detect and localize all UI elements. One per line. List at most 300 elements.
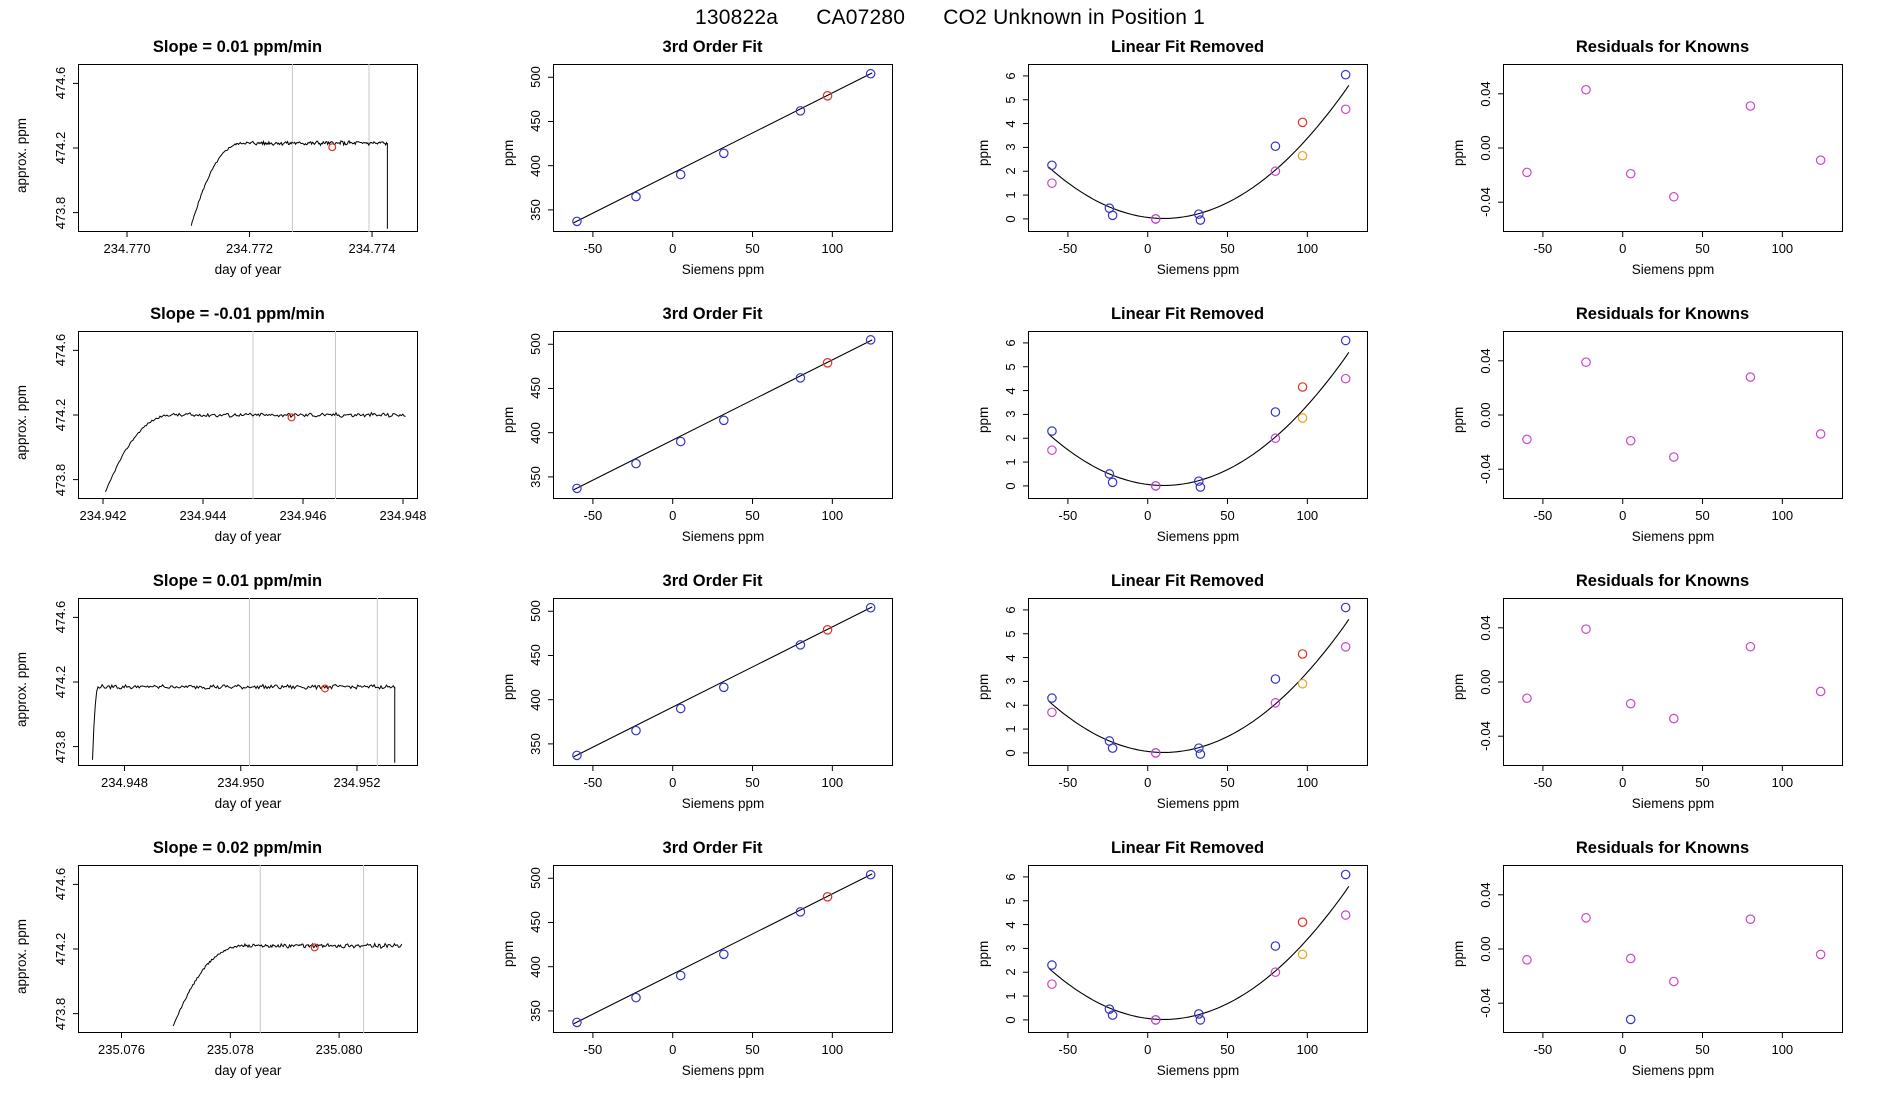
- x-axis-label: Siemens ppm: [1156, 529, 1240, 544]
- x-tick-label: 0: [1619, 508, 1627, 523]
- data-point: [1151, 482, 1159, 490]
- x-tick-label: 235.076: [98, 1042, 146, 1057]
- y-tick-label: 500: [528, 333, 543, 356]
- data-point: [676, 704, 684, 712]
- x-tick-label: -50: [1058, 1042, 1078, 1057]
- x-tick-label: -50: [1533, 241, 1553, 256]
- x-tick-label: 0: [1144, 1042, 1152, 1057]
- signal-trace: [106, 413, 406, 492]
- panel-title: Slope = -0.01 ppm/min: [150, 305, 325, 323]
- y-tick-label: 5: [1003, 897, 1018, 905]
- data-point: [1298, 650, 1306, 658]
- x-tick-label: -50: [583, 241, 603, 256]
- y-tick-label: 350: [528, 1000, 543, 1022]
- y-tick-label: 474.6: [53, 601, 68, 634]
- data-point: [1341, 336, 1349, 344]
- y-tick-label: 6: [1003, 606, 1018, 614]
- panel-r4c2: [475, 831, 950, 1098]
- y-tick-label: -0.04: [1478, 721, 1493, 752]
- panel-title: Slope = 0.02 ppm/min: [152, 839, 323, 857]
- y-tick-label: 6: [1003, 72, 1018, 80]
- y-tick-label: 450: [528, 644, 543, 667]
- data-point: [1196, 750, 1204, 758]
- y-tick-label: 2: [1003, 701, 1018, 709]
- y-tick-label: 473.8: [53, 196, 68, 229]
- y-tick-label: 473.8: [53, 730, 68, 763]
- data-point: [1582, 625, 1590, 633]
- y-tick-label: 450: [528, 110, 543, 133]
- y-tick-label: 0.04: [1478, 348, 1493, 374]
- data-point: [1298, 918, 1306, 926]
- data-point: [1582, 914, 1590, 922]
- x-tick-label: 100: [821, 241, 844, 256]
- panel-r3c4: [1425, 564, 1900, 831]
- plot-canvas: [475, 30, 950, 297]
- x-tick-label: 235.080: [315, 1042, 363, 1057]
- data-point: [1048, 708, 1056, 716]
- y-axis-label: ppm: [1451, 673, 1466, 700]
- fit-line: [574, 874, 872, 1024]
- data-point: [1341, 603, 1349, 611]
- panel-title: Residuals for Knowns: [1575, 305, 1750, 323]
- x-tick-label: -50: [1533, 775, 1553, 790]
- data-point: [676, 170, 684, 178]
- x-tick-label: 234.948: [100, 775, 148, 790]
- data-point: [1523, 435, 1531, 443]
- y-tick-label: 5: [1003, 96, 1018, 104]
- y-tick-label: 3: [1003, 677, 1018, 686]
- x-tick-label: 50: [1695, 775, 1710, 790]
- data-point: [1670, 977, 1678, 985]
- y-tick-label: 0: [1003, 482, 1018, 490]
- data-point: [1523, 694, 1531, 702]
- data-point: [1582, 86, 1590, 94]
- y-tick-label: 474.6: [53, 334, 68, 367]
- title-date-code: 130822a: [694, 6, 779, 29]
- y-tick-label: 0.00: [1478, 402, 1493, 428]
- panel-title: Linear Fit Removed: [1110, 305, 1265, 323]
- data-point: [1108, 744, 1116, 752]
- plot-canvas: [475, 297, 950, 564]
- panel-row: [0, 297, 1900, 564]
- data-point: [1341, 105, 1349, 113]
- data-point: [720, 950, 728, 958]
- x-tick-label: 234.950: [217, 775, 265, 790]
- x-tick-label: 100: [1296, 775, 1319, 790]
- x-tick-label: 234.942: [79, 508, 127, 523]
- y-axis-label: ppm: [1451, 406, 1466, 433]
- y-tick-label: 6: [1003, 873, 1018, 881]
- x-tick-label: 50: [1220, 508, 1235, 523]
- y-tick-label: 0: [1003, 749, 1018, 757]
- y-axis-label: ppm: [501, 673, 516, 700]
- data-point: [1048, 179, 1056, 187]
- x-tick-label: 0: [669, 1042, 677, 1057]
- plot-canvas: [950, 564, 1425, 831]
- y-tick-label: 5: [1003, 363, 1018, 371]
- y-axis-label: approx. ppm: [14, 384, 29, 460]
- x-tick-label: 50: [1220, 1042, 1235, 1057]
- plot-canvas: [0, 564, 475, 831]
- x-tick-label: 50: [745, 1042, 760, 1057]
- x-tick-label: 235.078: [206, 1042, 254, 1057]
- y-axis-label: ppm: [501, 406, 516, 433]
- data-point: [1271, 167, 1279, 175]
- data-point: [632, 726, 640, 734]
- panel-r1c1: [0, 30, 475, 297]
- panel-r3c1: [0, 564, 475, 831]
- x-axis-label: Siemens ppm: [681, 529, 765, 544]
- x-tick-label: 100: [1296, 508, 1319, 523]
- panel-r3c2: [475, 564, 950, 831]
- x-tick-label: -50: [1058, 241, 1078, 256]
- data-point: [632, 192, 640, 200]
- x-tick-label: 100: [821, 1042, 844, 1057]
- x-tick-label: 234.774: [348, 241, 396, 256]
- x-tick-label: 50: [1220, 775, 1235, 790]
- y-tick-label: 474.2: [53, 932, 68, 966]
- x-tick-label: 50: [745, 775, 760, 790]
- y-axis-label: approx. ppm: [14, 918, 29, 994]
- y-tick-label: -0.04: [1478, 187, 1493, 218]
- data-point: [632, 459, 640, 467]
- panel-r4c4: [1425, 831, 1900, 1098]
- plot-canvas: [1425, 30, 1900, 297]
- data-point: [1746, 102, 1754, 110]
- y-tick-label: 500: [528, 600, 543, 623]
- x-tick-label: 100: [1771, 508, 1794, 523]
- plot-canvas: [0, 30, 475, 297]
- fit-curve: [1049, 886, 1349, 1019]
- data-point: [1048, 961, 1056, 969]
- y-tick-label: 473.8: [53, 463, 68, 496]
- data-point: [1048, 446, 1056, 454]
- y-tick-label: 2: [1003, 968, 1018, 976]
- plot-canvas: [475, 831, 950, 1098]
- y-tick-label: 400: [528, 421, 543, 444]
- y-axis-label: ppm: [501, 139, 516, 166]
- data-point: [1271, 942, 1279, 950]
- plot-canvas: [1425, 564, 1900, 831]
- x-tick-label: -50: [1533, 1042, 1553, 1057]
- title-description: CO2 Unknown in Position 1: [943, 6, 1206, 29]
- data-point: [1271, 434, 1279, 442]
- x-axis-label: day of year: [214, 1063, 282, 1078]
- data-point: [1048, 980, 1056, 988]
- y-tick-label: 400: [528, 955, 543, 978]
- data-point: [1626, 699, 1634, 707]
- x-tick-label: 234.952: [333, 775, 381, 790]
- x-tick-label: -50: [1058, 775, 1078, 790]
- y-axis-label: ppm: [976, 673, 991, 700]
- plot-canvas: [0, 831, 475, 1098]
- data-point: [1298, 152, 1306, 160]
- panel-r1c3: [950, 30, 1425, 297]
- x-tick-label: -50: [583, 1042, 603, 1057]
- panel-r4c3: [950, 831, 1425, 1098]
- y-tick-label: 1: [1003, 992, 1018, 1000]
- panel-grid: [0, 30, 1900, 1100]
- data-point: [1341, 911, 1349, 919]
- fit-curve: [1049, 619, 1349, 752]
- plot-canvas: [950, 831, 1425, 1098]
- x-tick-label: 100: [1771, 775, 1794, 790]
- data-point: [1196, 483, 1204, 491]
- data-point: [1816, 687, 1824, 695]
- x-axis-label: Siemens ppm: [681, 1063, 765, 1078]
- panel-title: 3rd Order Fit: [662, 38, 763, 56]
- data-point: [1108, 478, 1116, 486]
- x-axis-label: Siemens ppm: [1631, 1063, 1715, 1078]
- data-point: [1341, 643, 1349, 651]
- x-tick-label: 234.946: [279, 508, 327, 523]
- y-tick-label: 0.00: [1478, 669, 1493, 695]
- data-point: [1048, 427, 1056, 435]
- data-point: [1670, 193, 1678, 201]
- x-axis-label: day of year: [214, 796, 282, 811]
- data-point: [632, 993, 640, 1001]
- data-point: [1271, 408, 1279, 416]
- data-point: [1341, 870, 1349, 878]
- x-tick-label: 0: [1619, 775, 1627, 790]
- x-tick-label: 234.770: [103, 241, 151, 256]
- signal-trace: [173, 944, 402, 1026]
- x-tick-label: 0: [1619, 1042, 1627, 1057]
- panel-title: Residuals for Knowns: [1575, 572, 1750, 590]
- data-point: [1298, 383, 1306, 391]
- selected-point-marker: [329, 144, 336, 151]
- data-point: [1746, 373, 1754, 381]
- x-tick-label: 0: [1144, 775, 1152, 790]
- data-point: [1298, 414, 1306, 422]
- y-axis-label: ppm: [1451, 940, 1466, 967]
- figure-title: [0, 6, 1900, 30]
- data-point: [1523, 168, 1531, 176]
- x-tick-label: 0: [1144, 508, 1152, 523]
- data-point: [1746, 643, 1754, 651]
- y-tick-label: 474.2: [53, 665, 68, 699]
- x-tick-label: 234.772: [226, 241, 274, 256]
- data-point: [1048, 694, 1056, 702]
- y-tick-label: 500: [528, 867, 543, 890]
- x-tick-label: 234.948: [379, 508, 427, 523]
- y-tick-label: 450: [528, 911, 543, 934]
- data-point: [1582, 358, 1590, 366]
- y-tick-label: 4: [1003, 386, 1018, 395]
- y-tick-label: 473.8: [53, 997, 68, 1030]
- fit-line: [574, 340, 872, 490]
- data-point: [1271, 675, 1279, 683]
- x-tick-label: 50: [1220, 241, 1235, 256]
- x-axis-label: Siemens ppm: [1156, 1063, 1240, 1078]
- x-tick-label: 100: [1771, 241, 1794, 256]
- data-point: [1816, 950, 1824, 958]
- y-tick-label: 2: [1003, 434, 1018, 442]
- data-point: [1816, 156, 1824, 164]
- x-axis-label: Siemens ppm: [1631, 262, 1715, 277]
- panel-r3c3: [950, 564, 1425, 831]
- data-point: [1271, 968, 1279, 976]
- panel-title: Linear Fit Removed: [1110, 839, 1265, 857]
- data-point: [1816, 430, 1824, 438]
- data-point: [1670, 453, 1678, 461]
- fit-curve: [1049, 352, 1349, 485]
- y-tick-label: 474.2: [53, 131, 68, 165]
- plot-canvas: [475, 564, 950, 831]
- panel-title: 3rd Order Fit: [662, 572, 763, 590]
- panel-r2c1: [0, 297, 475, 564]
- plot-canvas: [1425, 297, 1900, 564]
- y-tick-label: 500: [528, 66, 543, 89]
- x-axis-label: Siemens ppm: [1156, 262, 1240, 277]
- y-tick-label: 3: [1003, 143, 1018, 152]
- y-tick-label: 1: [1003, 458, 1018, 466]
- x-tick-label: -50: [583, 775, 603, 790]
- y-tick-label: 400: [528, 154, 543, 177]
- panel-title: 3rd Order Fit: [662, 305, 763, 323]
- y-tick-label: 0.00: [1478, 936, 1493, 962]
- panel-r2c4: [1425, 297, 1900, 564]
- plot-canvas: [0, 297, 475, 564]
- data-point: [676, 971, 684, 979]
- x-tick-label: -50: [583, 508, 603, 523]
- y-tick-label: 474.6: [53, 67, 68, 100]
- x-tick-label: 100: [821, 508, 844, 523]
- y-tick-label: 5: [1003, 630, 1018, 638]
- data-point: [1151, 749, 1159, 757]
- y-tick-label: 474.2: [53, 398, 68, 432]
- y-tick-label: 0.04: [1478, 882, 1493, 908]
- y-tick-label: 4: [1003, 653, 1018, 662]
- x-tick-label: -50: [1058, 508, 1078, 523]
- data-point: [1151, 215, 1159, 223]
- data-point: [1151, 1016, 1159, 1024]
- y-tick-label: 3: [1003, 410, 1018, 419]
- plot-canvas: [950, 30, 1425, 297]
- panel-row: [0, 564, 1900, 831]
- fit-line: [574, 73, 872, 223]
- data-point: [1746, 915, 1754, 923]
- x-tick-label: 50: [1695, 241, 1710, 256]
- panel-row: [0, 30, 1900, 297]
- title-sample-id: CA07280: [816, 6, 906, 29]
- y-tick-label: 4: [1003, 920, 1018, 929]
- x-tick-label: 234.944: [179, 508, 227, 523]
- x-tick-label: 50: [745, 508, 760, 523]
- y-axis-label: ppm: [976, 406, 991, 433]
- y-tick-label: 6: [1003, 339, 1018, 347]
- data-point: [1626, 1015, 1634, 1023]
- data-point: [1196, 1016, 1204, 1024]
- y-tick-label: 4: [1003, 119, 1018, 128]
- x-tick-label: 50: [745, 241, 760, 256]
- panel-title: Residuals for Knowns: [1575, 839, 1750, 857]
- data-point: [1626, 954, 1634, 962]
- x-tick-label: 100: [1296, 241, 1319, 256]
- data-point: [676, 437, 684, 445]
- panel-title: Residuals for Knowns: [1575, 38, 1750, 56]
- panel-r2c2: [475, 297, 950, 564]
- data-point: [720, 149, 728, 157]
- panel-r1c2: [475, 30, 950, 297]
- y-axis-label: ppm: [501, 940, 516, 967]
- y-tick-label: 1: [1003, 191, 1018, 199]
- x-axis-label: day of year: [214, 529, 282, 544]
- data-point: [1341, 71, 1349, 79]
- x-tick-label: 100: [821, 775, 844, 790]
- x-axis-label: Siemens ppm: [1631, 529, 1715, 544]
- data-point: [1271, 699, 1279, 707]
- panel-r1c4: [1425, 30, 1900, 297]
- panel-title: Linear Fit Removed: [1110, 572, 1265, 590]
- data-point: [1298, 680, 1306, 688]
- y-tick-label: 450: [528, 377, 543, 400]
- y-axis-label: approx. ppm: [14, 117, 29, 193]
- x-axis-label: Siemens ppm: [1156, 796, 1240, 811]
- y-tick-label: 350: [528, 199, 543, 221]
- x-tick-label: 0: [669, 775, 677, 790]
- panel-row: [0, 831, 1900, 1098]
- data-point: [1626, 437, 1634, 445]
- x-tick-label: 0: [1144, 241, 1152, 256]
- y-tick-label: 1: [1003, 725, 1018, 733]
- y-axis-label: ppm: [1451, 139, 1466, 166]
- data-point: [1298, 950, 1306, 958]
- y-tick-label: 0: [1003, 1016, 1018, 1024]
- plot-canvas: [950, 297, 1425, 564]
- data-point: [1048, 161, 1056, 169]
- x-tick-label: -50: [1533, 508, 1553, 523]
- y-tick-label: 350: [528, 733, 543, 755]
- fit-line: [574, 607, 872, 757]
- data-point: [1670, 714, 1678, 722]
- x-tick-label: 50: [1695, 1042, 1710, 1057]
- y-tick-label: 0.04: [1478, 81, 1493, 107]
- y-axis-label: approx. ppm: [14, 651, 29, 727]
- x-axis-label: Siemens ppm: [1631, 796, 1715, 811]
- y-axis-label: ppm: [976, 940, 991, 967]
- y-tick-label: -0.04: [1478, 454, 1493, 485]
- panel-r4c1: [0, 831, 475, 1098]
- data-point: [1523, 956, 1531, 964]
- y-tick-label: 3: [1003, 944, 1018, 953]
- x-axis-label: day of year: [214, 262, 282, 277]
- plot-canvas: [1425, 831, 1900, 1098]
- panel-title: Slope = 0.01 ppm/min: [152, 38, 323, 56]
- panel-title: Linear Fit Removed: [1110, 38, 1265, 56]
- x-tick-label: 100: [1771, 1042, 1794, 1057]
- x-tick-label: 0: [669, 508, 677, 523]
- selected-point-marker: [288, 414, 295, 421]
- data-point: [1196, 216, 1204, 224]
- y-tick-label: 2: [1003, 167, 1018, 175]
- x-axis-label: Siemens ppm: [681, 796, 765, 811]
- panel-title: 3rd Order Fit: [662, 839, 763, 857]
- data-point: [1341, 374, 1349, 382]
- x-axis-label: Siemens ppm: [681, 262, 765, 277]
- y-tick-label: 0.00: [1478, 135, 1493, 161]
- x-tick-label: 100: [1296, 1042, 1319, 1057]
- data-point: [720, 683, 728, 691]
- data-point: [1271, 142, 1279, 150]
- signal-trace: [93, 685, 395, 760]
- data-point: [1108, 211, 1116, 219]
- x-tick-label: 50: [1695, 508, 1710, 523]
- y-axis-label: ppm: [976, 139, 991, 166]
- x-tick-label: 0: [1619, 241, 1627, 256]
- y-tick-label: 350: [528, 466, 543, 488]
- y-tick-label: 400: [528, 688, 543, 711]
